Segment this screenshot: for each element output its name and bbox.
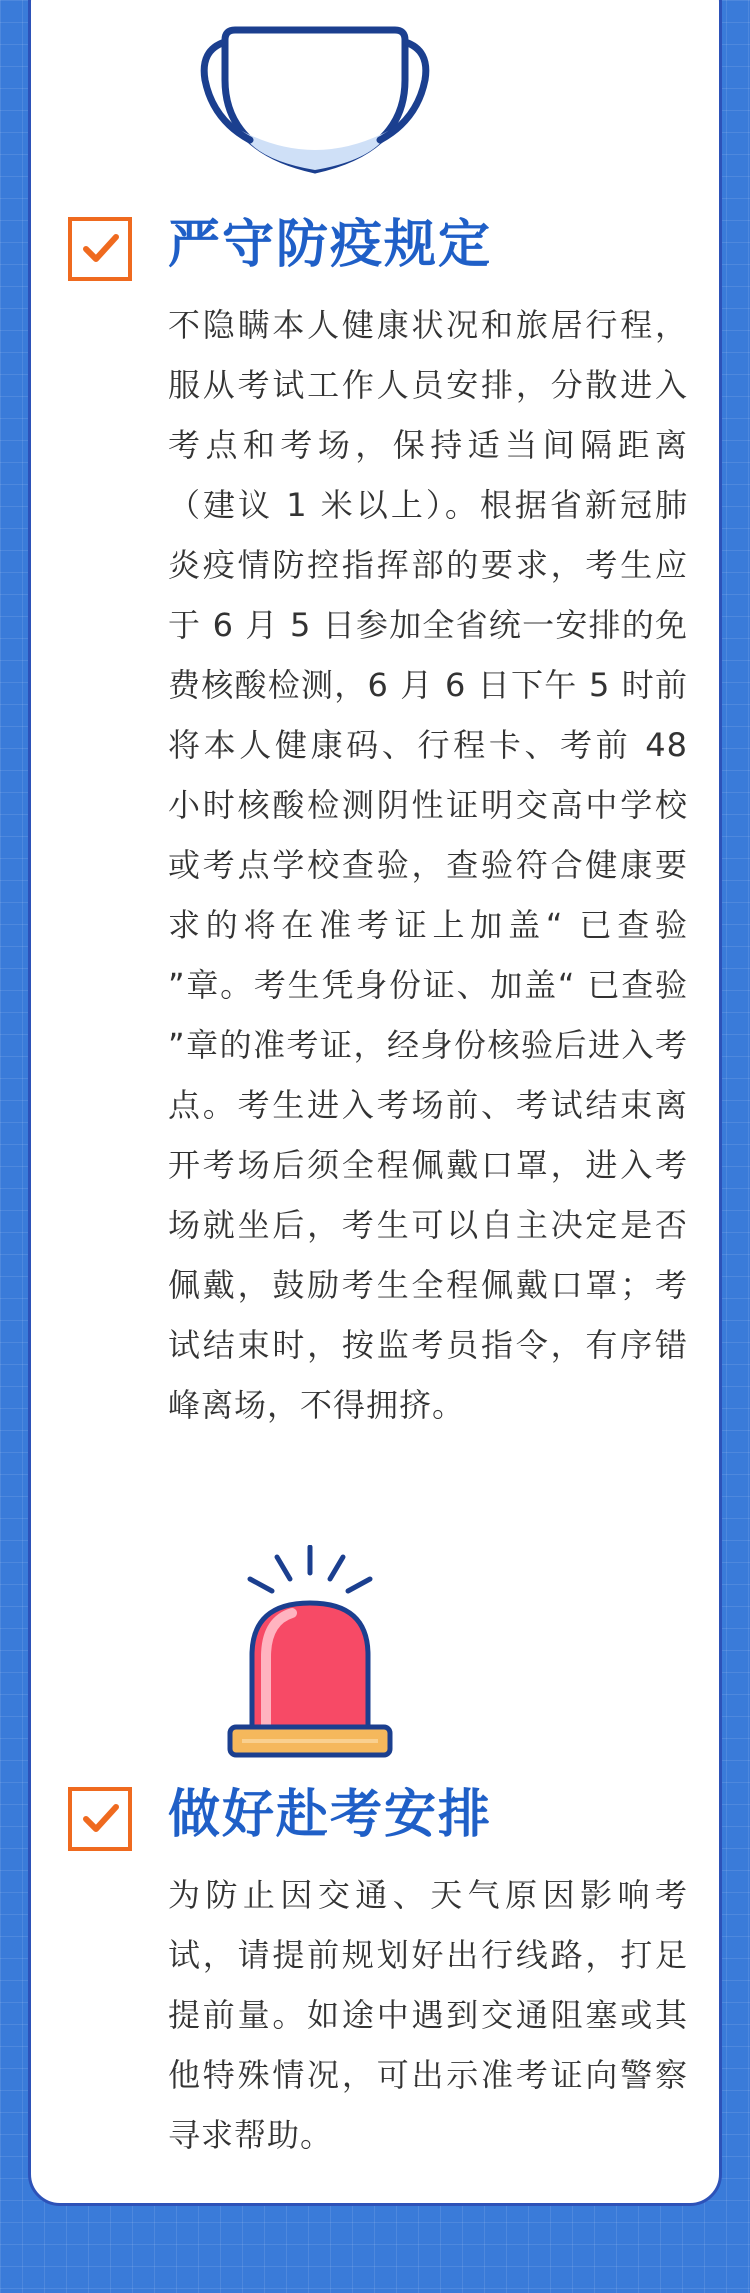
section-body: 不隐瞒本人健康状况和旅居行程，服从考试工作人员安排，分散进入考点和考场，保持适当间隔距离（建议 1 米以上）。根据省新冠肺炎疫情防控指挥部的要求，考生应于 6 月 5 日参加全省统一安排的免费核酸检测，6 月 6 日下午 5 时前将本人健康码、行程卡、考前 48 小时核酸检测阴性证明交高中学校或考点学校查验，查验符合健康要求的将在准考证上加盖“ 已查验 ”章。考生凭身份证、加盖“ 已查验 ”章的准考证，经身份核验后进入考点。考生进入考场前、考试结束离开考场后须全程佩戴口罩，进入考场就坐后，考生可以自主决定是否佩戴，鼓励考生全程佩戴口罩；考试结束时，按监考员指令，有序错峰离场，不得拥挤。 — [168, 306, 688, 1424]
checkbox-icon — [68, 217, 132, 281]
alarm-light-icon — [222, 1545, 402, 1764]
checkbox-icon — [68, 1787, 132, 1851]
section-body: 为防止因交通、天气原因影响考试，请提前规划好出行线路，打足提前量。如途中遇到交通阻塞或其他特殊情况，可出示准考证向警察寻求帮助。 — [168, 1876, 688, 2154]
section-title: 严守防疫规定 — [168, 214, 493, 275]
section-title: 做好赴考安排 — [168, 1784, 493, 1845]
face-mask-icon — [195, 20, 435, 194]
